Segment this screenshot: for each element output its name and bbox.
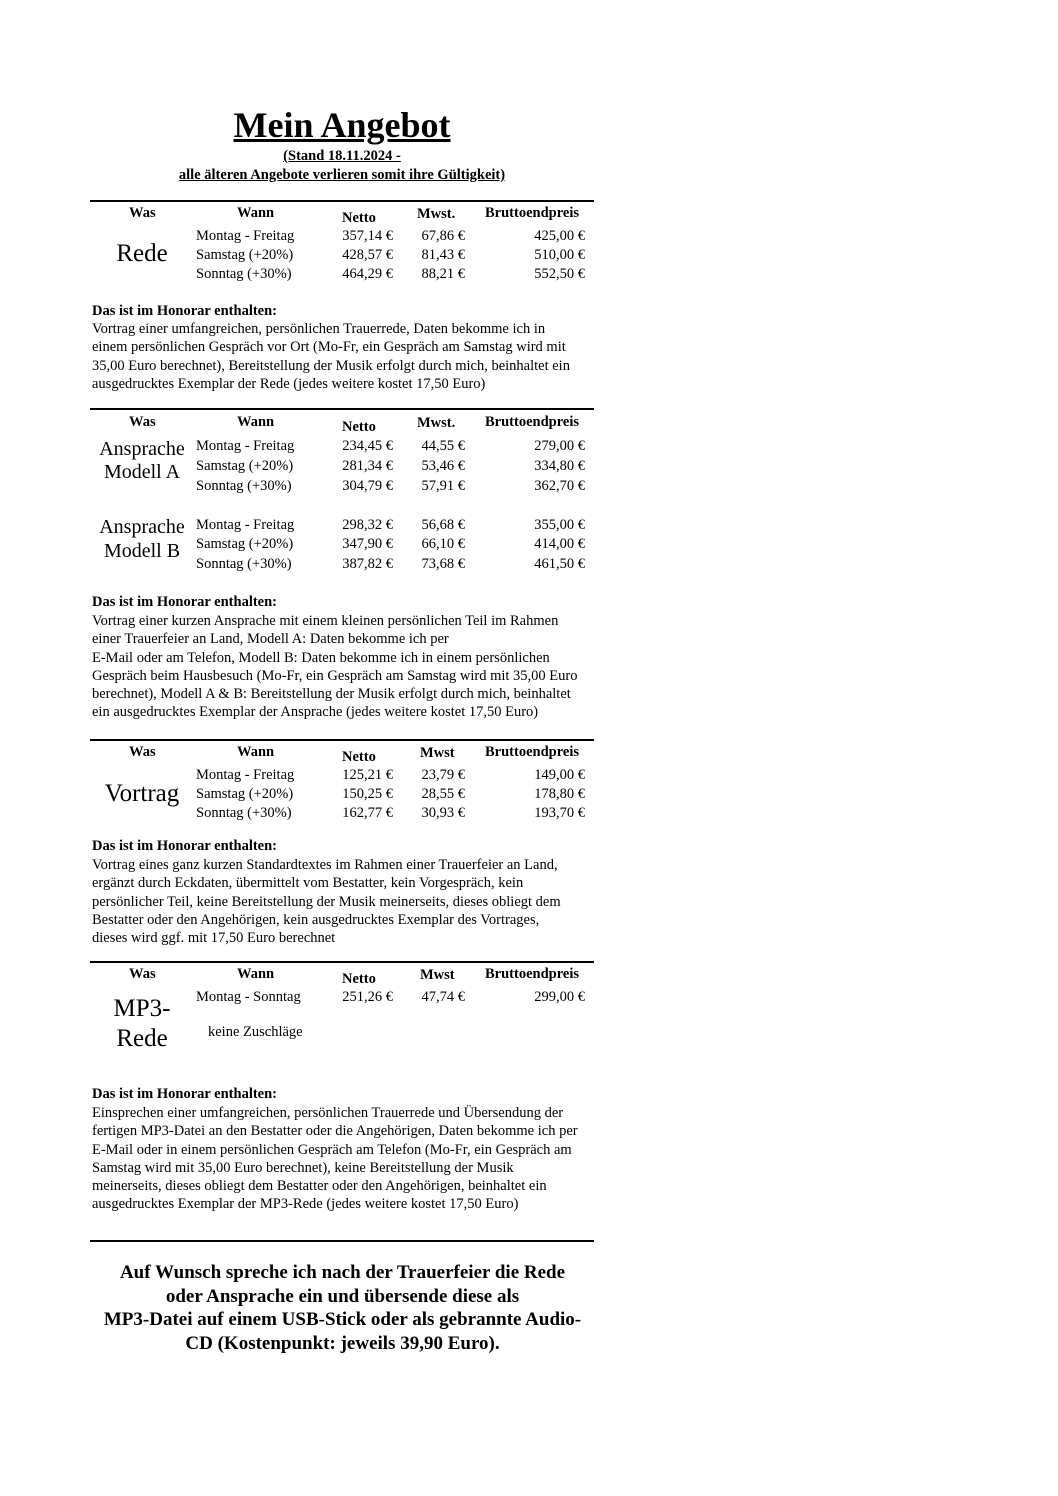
row-mwst: 88,21 € [421,266,465,282]
header-brutto: Bruttoendpreis [485,205,579,221]
row-mwst: 47,74 € [421,989,465,1005]
header-was: Was [129,744,156,760]
service-label: Rede [116,240,168,267]
row-wann: Montag - Sonntag [196,989,301,1005]
row-brutto: 414,00 € [534,536,585,552]
row-wann: Samstag (+20%) [196,786,294,802]
row-brutto: 178,80 € [534,786,585,802]
header-wann: Wann [237,414,275,430]
row-netto: 428,57 € [342,247,393,263]
header-wann: Wann [237,966,275,982]
mp3-description: Einsprechen einer umfangreichen, persönlichen Trauerrede und Übersendung der fertigen MP3-Datei an den Bestatter oder die Angehörigen, Daten bekomme ich per E-Mail oder in einem persönlichen Gespräch am Telefon (Mo-Fr, ein Gespräch am Samstag wird mit 35,00 Euro berechnet), keine Bereitstellung der Musik meinerseits, dieses obliegt dem Bestatter oder den Angehörigen, beinhaltet ein ausgedrucktes Exemplar der MP3-Rede (jedes weitere kostet 17,50 Euro) [92,1105,578,1213]
row-netto: 387,82 € [342,556,393,572]
row-netto: 125,21 € [342,767,393,783]
included-heading: Das ist im Honorar enthalten: [92,838,278,854]
service-label-line1: Ansprache [99,516,185,538]
included-heading: Das ist im Honorar enthalten: [92,1086,278,1102]
row-netto: 304,79 € [342,478,393,494]
header-was: Was [129,205,156,221]
row-brutto: 425,00 € [534,228,585,244]
row-brutto: 362,70 € [534,478,585,494]
row-netto: 251,26 € [342,989,393,1005]
rede-description: Vortrag einer umfangreichen, persönlichen Trauerrede, Daten bekomme ich in einem persönlichen Gespräch vor Ort (Mo-Fr, ein Gespräch am Samstag wird mit 35,00 Euro berechnet), Bereitstellung der Musik erfolgt durch mich, beinhaltet ein ausgedrucktes Exemplar der Rede (jedes weitere kostet 17,50 Euro) [92,321,570,392]
header-netto: Netto [342,419,376,435]
header-wann: Wann [237,205,275,221]
row-wann: Montag - Freitag [196,228,295,244]
row-wann: Sonntag (+30%) [196,805,292,821]
footer-note: Auf Wunsch spreche ich nach der Trauerfeier die Rede oder Ansprache ein und übersende diese als MP3-Datei auf einem USB-Stick oder als gebrannte Audio- CD (Kostenpunkt: jeweils 39,90 Euro). [103,1262,582,1354]
row-wann: Samstag (+20%) [196,458,294,474]
service-label: Vortrag [104,780,180,807]
subtitle-validity: alle älteren Angebote verlieren somit ihre Gültigkeit) [178,167,506,183]
service-label-line1: MP3- [113,995,171,1022]
surcharge-note: keine Zuschläge [208,1024,303,1040]
row-netto: 298,32 € [342,517,393,533]
vortrag-description: Vortrag eines ganz kurzen Standardtextes im Rahmen einer Trauerfeier an Land, ergänzt durch Eckdaten, übermittelt vom Bestatter, kein Vorgespräch, kein persönlicher Teil, keine Bereitstellung der Musik meinerseits, dieses obliegt dem Bestatter oder den Angehörigen, kein ausgedrucktes Exemplar des Vortrages, dieses wird ggf. mit 17,50 Euro berechnet [92,857,561,947]
row-brutto: 299,00 € [534,989,585,1005]
row-wann: Sonntag (+30%) [196,266,292,282]
service-label-line2: Rede [116,1025,168,1052]
service-label-line2: Modell B [103,540,181,562]
header-netto: Netto [342,749,376,765]
service-label-line2: Modell A [103,461,181,483]
row-mwst: 44,55 € [421,438,465,454]
row-mwst: 66,10 € [421,536,465,552]
row-mwst: 28,55 € [421,786,465,802]
row-wann: Montag - Freitag [196,438,295,454]
row-mwst: 23,79 € [421,767,465,783]
row-brutto: 510,00 € [534,247,585,263]
row-brutto: 149,00 € [534,767,585,783]
divider [90,200,594,202]
row-netto: 162,77 € [342,805,393,821]
divider [90,739,594,741]
divider [90,1240,594,1242]
header-mwst: Mwst. [417,415,456,431]
row-brutto: 461,50 € [534,556,585,572]
divider [90,961,594,963]
page-title: Mein Angebot [233,105,451,145]
header-mwst: Mwst [420,745,455,761]
header-brutto: Bruttoendpreis [485,966,579,982]
row-brutto: 279,00 € [534,438,585,454]
row-mwst: 56,68 € [421,517,465,533]
header-netto: Netto [342,971,376,987]
divider [90,408,594,410]
header-brutto: Bruttoendpreis [485,744,579,760]
row-mwst: 81,43 € [421,247,465,263]
row-brutto: 355,00 € [534,517,585,533]
row-wann: Sonntag (+30%) [196,556,292,572]
header-mwst: Mwst [420,967,455,983]
header-netto: Netto [342,210,376,226]
header-mwst: Mwst. [417,206,456,222]
row-wann: Samstag (+20%) [196,247,294,263]
row-wann: Sonntag (+30%) [196,478,292,494]
subtitle-date: (Stand 18.11.2024 - [283,148,401,164]
row-mwst: 73,68 € [421,556,465,572]
row-mwst: 53,46 € [421,458,465,474]
row-mwst: 57,91 € [421,478,465,494]
row-netto: 357,14 € [342,228,393,244]
included-heading: Das ist im Honorar enthalten: [92,303,278,319]
header-brutto: Bruttoendpreis [485,414,579,430]
ansprache-description: Vortrag einer kurzen Ansprache mit einem kleinen persönlichen Teil im Rahmen einer Trauerfeier an Land, Modell A: Daten bekomme ich per E-Mail oder am Telefon, Modell B: Daten bekomme ich in einem persönlichen Gespräch beim Hausbesuch (Mo-Fr, ein Gespräch am Samstag wird mit 35,00 Euro berechnet), Modell A & B: Bereitstellung der Musik erfolgt durch mich, beinhaltet ein ausgedrucktes Exemplar der Ansprache (jedes weitere kostet 17,50 Euro) [92,613,578,721]
included-heading: Das ist im Honorar enthalten: [92,594,278,610]
row-netto: 150,25 € [342,786,393,802]
row-wann: Montag - Freitag [196,767,295,783]
row-brutto: 552,50 € [534,266,585,282]
row-mwst: 67,86 € [421,228,465,244]
row-netto: 234,45 € [342,438,393,454]
row-wann: Montag - Freitag [196,517,295,533]
row-netto: 464,29 € [342,266,393,282]
row-netto: 281,34 € [342,458,393,474]
row-mwst: 30,93 € [421,805,465,821]
header-was: Was [129,966,156,982]
row-brutto: 193,70 € [534,805,585,821]
row-brutto: 334,80 € [534,458,585,474]
row-netto: 347,90 € [342,536,393,552]
service-label-line1: Ansprache [99,438,185,460]
header-was: Was [129,414,156,430]
row-wann: Samstag (+20%) [196,536,294,552]
header-wann: Wann [237,744,275,760]
